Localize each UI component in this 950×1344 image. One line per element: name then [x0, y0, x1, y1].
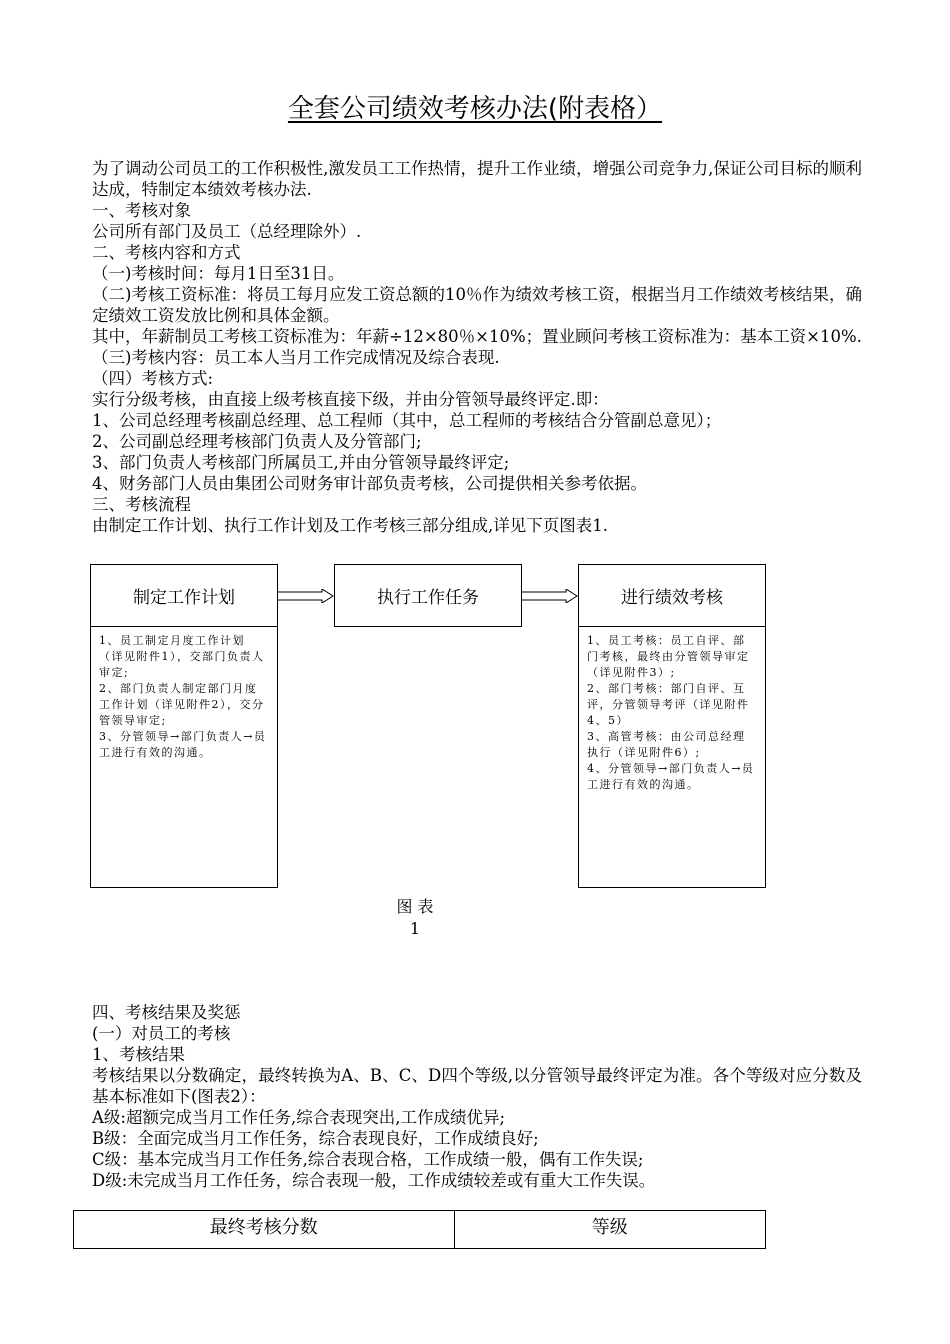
section-heading: 一、考核对象: [92, 201, 191, 220]
grade-table: [73, 1210, 766, 1249]
paragraph: （一)考核时间：每月1日至31日。: [92, 264, 345, 283]
paragraph: 考核结果以分数确定，最终转换为A、B、C、D四个等级,以分管领导最终评定为准。各个等级对应分数及基本标准如下(图表2）：: [92, 1066, 862, 1106]
flow-step-evaluate: 进行绩效考核: [578, 564, 766, 627]
list-item: 1、公司总经理考核副总经理、总工程师（其中，总工程师的考核结合分管副总意见）；: [92, 411, 722, 430]
section-heading: 四、考核结果及奖惩: [92, 1003, 241, 1022]
arrow-right-icon: [278, 589, 334, 603]
paragraph: （四）考核方式:: [92, 369, 214, 388]
paragraph: (一）对员工的考核: [92, 1024, 231, 1043]
list-item: 2、公司副总经理考核部门负责人及分管部门;: [92, 432, 422, 451]
flow-step-execute: 执行工作任务: [334, 564, 522, 627]
intro-section: [92, 158, 862, 536]
grade-d: D级:未完成当月工作任务，综合表现一般，工作成绩较差或有重大工作失误。: [92, 1171, 656, 1190]
paragraph: 实行分级考核，由直接上级考核直接下级，并由分管领导最终评定.即：: [92, 390, 609, 409]
table-header-grade: 等级: [454, 1211, 765, 1249]
section-heading: 二、考核内容和方式: [92, 243, 241, 262]
flow-step-plan: 制定工作计划: [90, 564, 278, 627]
paragraph: 由制定工作计划、执行工作计划及工作考核三部分组成,详见下页图表1.: [92, 516, 608, 535]
paragraph: （二)考核工资标准：将员工每月应发工资总额的10％作为绩效考核工资，根据当月工作绩效考核结果，确定绩效工资发放比例和具体金额。: [92, 285, 862, 325]
table-header-score: 最终考核分数: [74, 1211, 455, 1249]
list-item: 4、财务部门人员由集团公司财务审计部负责考核，公司提供相关参考依据。: [92, 474, 647, 493]
grade-c: C级：基本完成当月工作任务,综合表现合格，工作成绩一般，偶有工作失误;: [92, 1150, 644, 1169]
paragraph: （三)考核内容：员工本人当月工作完成情况及综合表现.: [92, 348, 500, 367]
arrow-right-icon: [522, 589, 578, 603]
paragraph: 为了调动公司员工的工作积极性,激发员工工作热情，提升工作业绩，增强公司竞争力,保证公司目标的顺利达成，特制定本绩效考核办法.: [92, 159, 862, 199]
flow-evaluate-details: 1、员工考核：员工自评、部门考核，最终由分管领导审定（详见附件3）; 2、部门考核：部门自评、互评，分管领导考评（详见附件4、5） 3、高管考核：由公司总经理执行（详见附件6）; 4、分管领导→部门负责人→员工进行有效的沟通。: [578, 626, 766, 888]
paragraph: 1、考核结果: [92, 1045, 185, 1064]
grade-a: A级:超额完成当月工作任务,综合表现突出,工作成绩优异;: [92, 1108, 506, 1127]
figure-caption: 图 表 1: [396, 897, 434, 938]
document-title: 全套公司绩效考核办法(附表格）: [287, 94, 663, 124]
paragraph: 其中，年薪制员工考核工资标准为：年薪÷12×80％×10%；置业顾问考核工资标准为：基本工资×10%.: [92, 327, 862, 346]
list-item: 3、部门负责人考核部门所属员工,并由分管领导最终评定;: [92, 453, 510, 472]
results-section: [92, 1002, 862, 1191]
paragraph: 公司所有部门及员工（总经理除外）.: [92, 222, 362, 241]
flow-plan-details: 1、员工制定月度工作计划（详见附件1），交部门负责人审定; 2、部门负责人制定部门月度工作计划（详见附件2），交分管领导审定; 3、分管领导→部门负责人→员工进行有效的沟通。: [90, 626, 278, 888]
grade-b: B级：全面完成当月工作任务，综合表现良好，工作成绩良好;: [92, 1129, 539, 1148]
table-header-row: [74, 1211, 766, 1249]
section-heading: 三、考核流程: [92, 495, 191, 514]
